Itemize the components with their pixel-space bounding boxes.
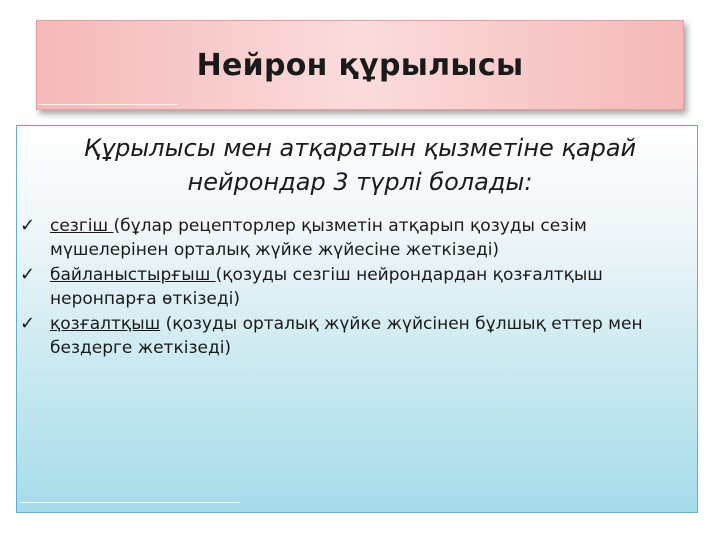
item-description: (қозуды орталық жүйке жүйсінен бұлшық еттер мен бездерге жеткізеді) [50,314,643,358]
subtitle-line-2: нейрондар 3 түрлі болады: [187,168,533,196]
item-description: (қозуды сезгіш нейрондардан қозғалтқыш неронпарға өткізеді) [50,265,603,309]
content-underline-divider [20,502,240,503]
list-item-sensory [20,214,692,262]
neuron-types-list [20,214,692,361]
slide-title: Нейрон құрылысы [196,47,524,83]
checkmark-icon: ✓ [20,264,36,285]
subtitle-line-1: Құрылысы мен атқаратын қызметіне қарай [83,134,637,162]
item-description: (бұлар рецепторлер қызметін атқарып қозуды сезім мүшелерінен орталық жүйке жүйесіне жеткізеді) [50,216,587,260]
item-term: қозғалтқыш [50,314,161,334]
item-term: сезгіш [50,216,114,236]
checkmark-icon: ✓ [20,215,36,236]
item-term: байланыстырғыш [50,265,216,285]
list-item-motor [20,312,692,360]
title-underline-divider [38,104,178,105]
checkmark-icon: ✓ [20,313,36,334]
list-item-connecting [20,263,692,311]
slide-subtitle [0,131,720,199]
slide-title-box [36,20,684,110]
